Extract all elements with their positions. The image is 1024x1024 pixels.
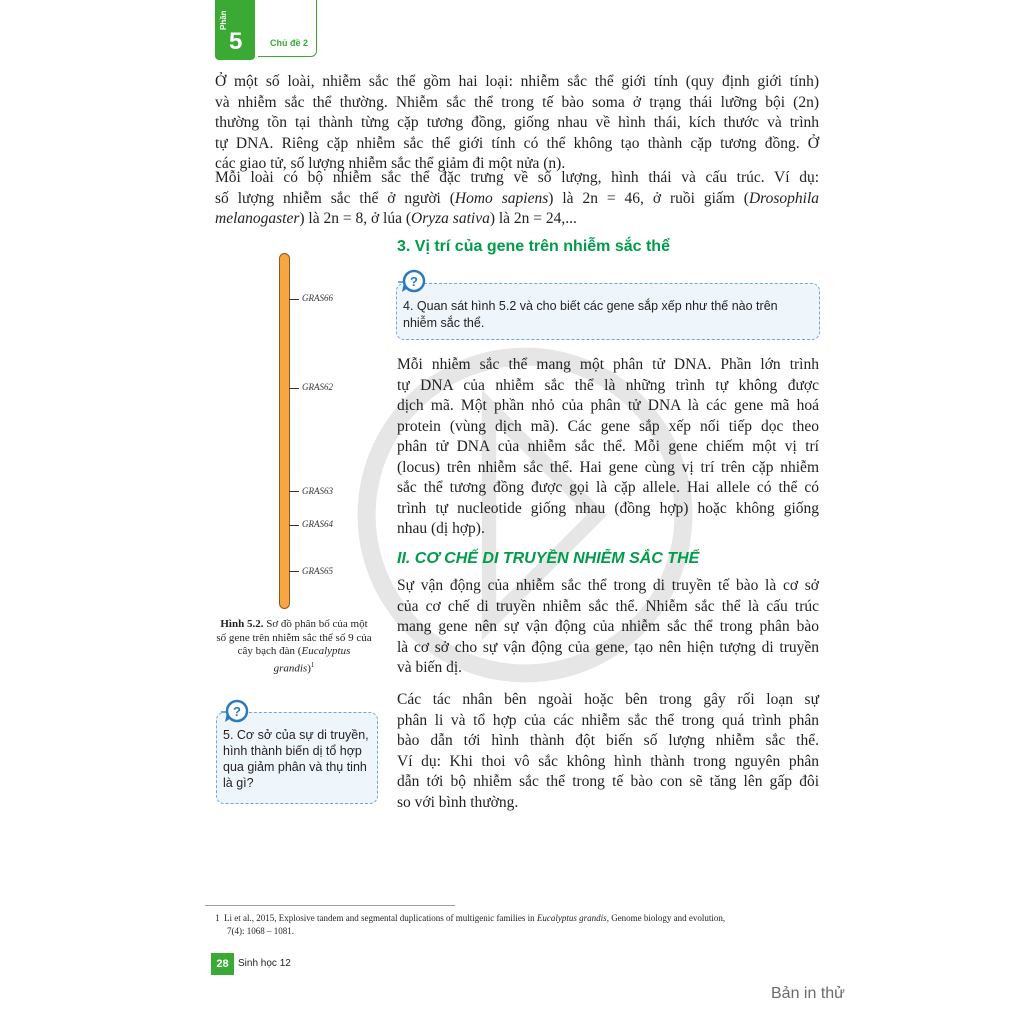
text-line: mang gene nên sự vận động của nhiễm sắc thể trong phân bào: [397, 618, 819, 635]
gene-label: [289, 519, 333, 529]
gene-label: [289, 486, 333, 496]
question-5-text: 5. Cơ sở của sự di truyền, hình thành biến dị tổ hợp qua giảm phân và thụ tinh là gì?: [223, 728, 369, 790]
gene-tick: [289, 571, 299, 572]
gene-label: [289, 382, 333, 392]
text-line: Ví dụ: Khi thoi vô sắc không hình thành trong nguyên phân: [397, 752, 819, 770]
question-mark-icon: [396, 268, 428, 296]
gene-tick: [289, 525, 299, 526]
topic-frame: [258, 0, 317, 57]
chromosome-bar: [279, 253, 290, 609]
part-word: Phần: [219, 10, 228, 30]
footnote: 1 Li et al., 2015, Explosive tandem and segmental duplications of multigenic families in Eucalyptus grandis, Genome biology and evolution, 7(4): 1068 – 1081.: [215, 913, 726, 936]
question-4-text: 4. Quan sát hình 5.2 và cho biết các gene sắp xếp như thế nào trên nhiễm sắc thể.: [403, 299, 778, 330]
footnote-divider: [205, 905, 455, 906]
paragraph-chromosome-movement: [397, 576, 819, 679]
paragraph-chromosome-sets: [215, 168, 819, 230]
gene-tick: [289, 491, 299, 492]
text-line: tự DNA của nhiễm sắc thể là những trình tự không được: [397, 376, 819, 394]
text-line: sắc thể tương đồng được gọi là cặp allele. Hai allele có thể có: [397, 479, 819, 496]
gene-name: GRAS66: [302, 293, 333, 304]
figure-caption: Hình 5.2. Sơ đồ phân bố của một số gene trên nhiễm sắc thể số 9 của cây bạch đàn (Eucalyptus grandis)$^1$: [216, 618, 372, 675]
section-heading-gene-position: 3. Vị trí của gene trên nhiễm sắc thể: [397, 238, 670, 255]
text-line: melanogaster) là 2n = 8, ở lúa (Oryza sativa) là 2n = 24,...: [215, 210, 577, 227]
svg-text:?: ?: [410, 274, 418, 289]
part-number: 5: [229, 28, 243, 55]
page-number: 28: [211, 953, 234, 975]
text-line: Mỗi loài có bộ nhiễm sắc thể đặc trưng về số lượng, hình thái và cấu trúc. Ví dụ:: [215, 169, 819, 186]
text-line: và biến dị.: [397, 659, 462, 676]
text-line: phân li và tổ hợp của các nhiễm sắc thể trong quá trình phân: [397, 711, 819, 729]
text-line: và nhiễm sắc thể thường. Nhiễm sắc thể trong tế bào soma ở trạng thái lưỡng bội (2n): [215, 93, 819, 111]
text-line: so với bình thường.: [397, 793, 519, 811]
gene-name: GRAS63: [302, 485, 333, 496]
text-line: là cơ sở cho sự vận động của gene, tạo nên hiện tượng di truyền: [397, 638, 819, 656]
text-line: Sự vận động của nhiễm sắc thể trong di truyền tế bào là cơ sở: [397, 577, 819, 594]
text-line: trình tự nucleotide giống nhau (đồng hợp) hoặc không giống: [397, 499, 819, 517]
text-line: phân tử DNA của nhiễm sắc thể. Mỗi gene chiếm một vị trí: [397, 438, 819, 455]
question-box-4: [396, 283, 820, 340]
gene-name: GRAS64: [302, 519, 333, 530]
text-line: của cơ chế di truyền nhiễm sắc thể. Nhiễm sắc thể là cấu trúc: [397, 597, 819, 615]
section-heading-inheritance: II. CƠ CHẾ DI TRUYỀN NHIỄM SẮC THỂ: [397, 550, 700, 567]
text-line: dịch mã. Một phần nhỏ của phân tử DNA là các gene mã hoá: [397, 397, 819, 414]
text-line: Ở một số loài, nhiễm sắc thể gồm hai loại: nhiễm sắc thể giới tính (quy định giới tính): [215, 73, 819, 90]
text-line: (locus) trên nhiễm sắc thể. Hai gene cùng vị trí trên cặp nhiễm: [397, 458, 819, 476]
text-line: protein (vùng dịch mã). Các gene sắp xếp nối tiếp dọc theo: [397, 417, 819, 435]
book-title: Sinh học 12: [238, 958, 291, 969]
gene-name: GRAS62: [302, 382, 333, 393]
text-line: tự DNA. Riêng cặp nhiễm sắc thể giới tính có thể không tạo thành cặp tương đồng. Ở: [215, 134, 819, 152]
text-line: nhau (dị hợp).: [397, 520, 485, 537]
paragraph-chromosome-types: [215, 72, 819, 175]
text-line: dẫn tới bộ nhiễm sắc thể trong tế bào con sẽ tăng lên gấp đôi: [397, 773, 819, 790]
paragraph-mutation-causes: [397, 690, 819, 813]
question-mark-icon: [219, 698, 251, 726]
gene-label: [289, 293, 333, 303]
text-line: bào dẫn tới hình thành đột biến số lượng nhiễm sắc thể.: [397, 732, 819, 749]
proof-watermark-text: Bản in thử: [771, 985, 845, 1002]
text-line: Mỗi nhiễm sắc thể mang một phân tử DNA. Phần lớn trình: [397, 356, 819, 373]
text-line: các giao tử, số lượng nhiễm sắc thể giảm đi một nửa (n).: [215, 155, 566, 172]
gene-tick: [289, 388, 299, 389]
topic-label: Chủ đề 2: [270, 38, 309, 48]
gene-tick: [289, 299, 299, 300]
part-tab: [215, 0, 255, 60]
svg-text:?: ?: [233, 704, 241, 719]
gene-name: GRAS65: [302, 565, 333, 576]
paragraph-dna-genes: [397, 355, 819, 540]
text-line: số lượng nhiễm sắc thể ở người (Homo sapiens) là 2n = 46, ở ruồi giấm (Drosophila: [215, 189, 820, 207]
gene-label: [289, 566, 333, 576]
text-line: Các tác nhân bên ngoài hoặc bên trong gây rối loạn sự: [397, 691, 819, 708]
text-line: thường tồn tại thành từng cặp tương đồng, giống nhau về hình thái, kích thước và trình: [215, 114, 819, 131]
